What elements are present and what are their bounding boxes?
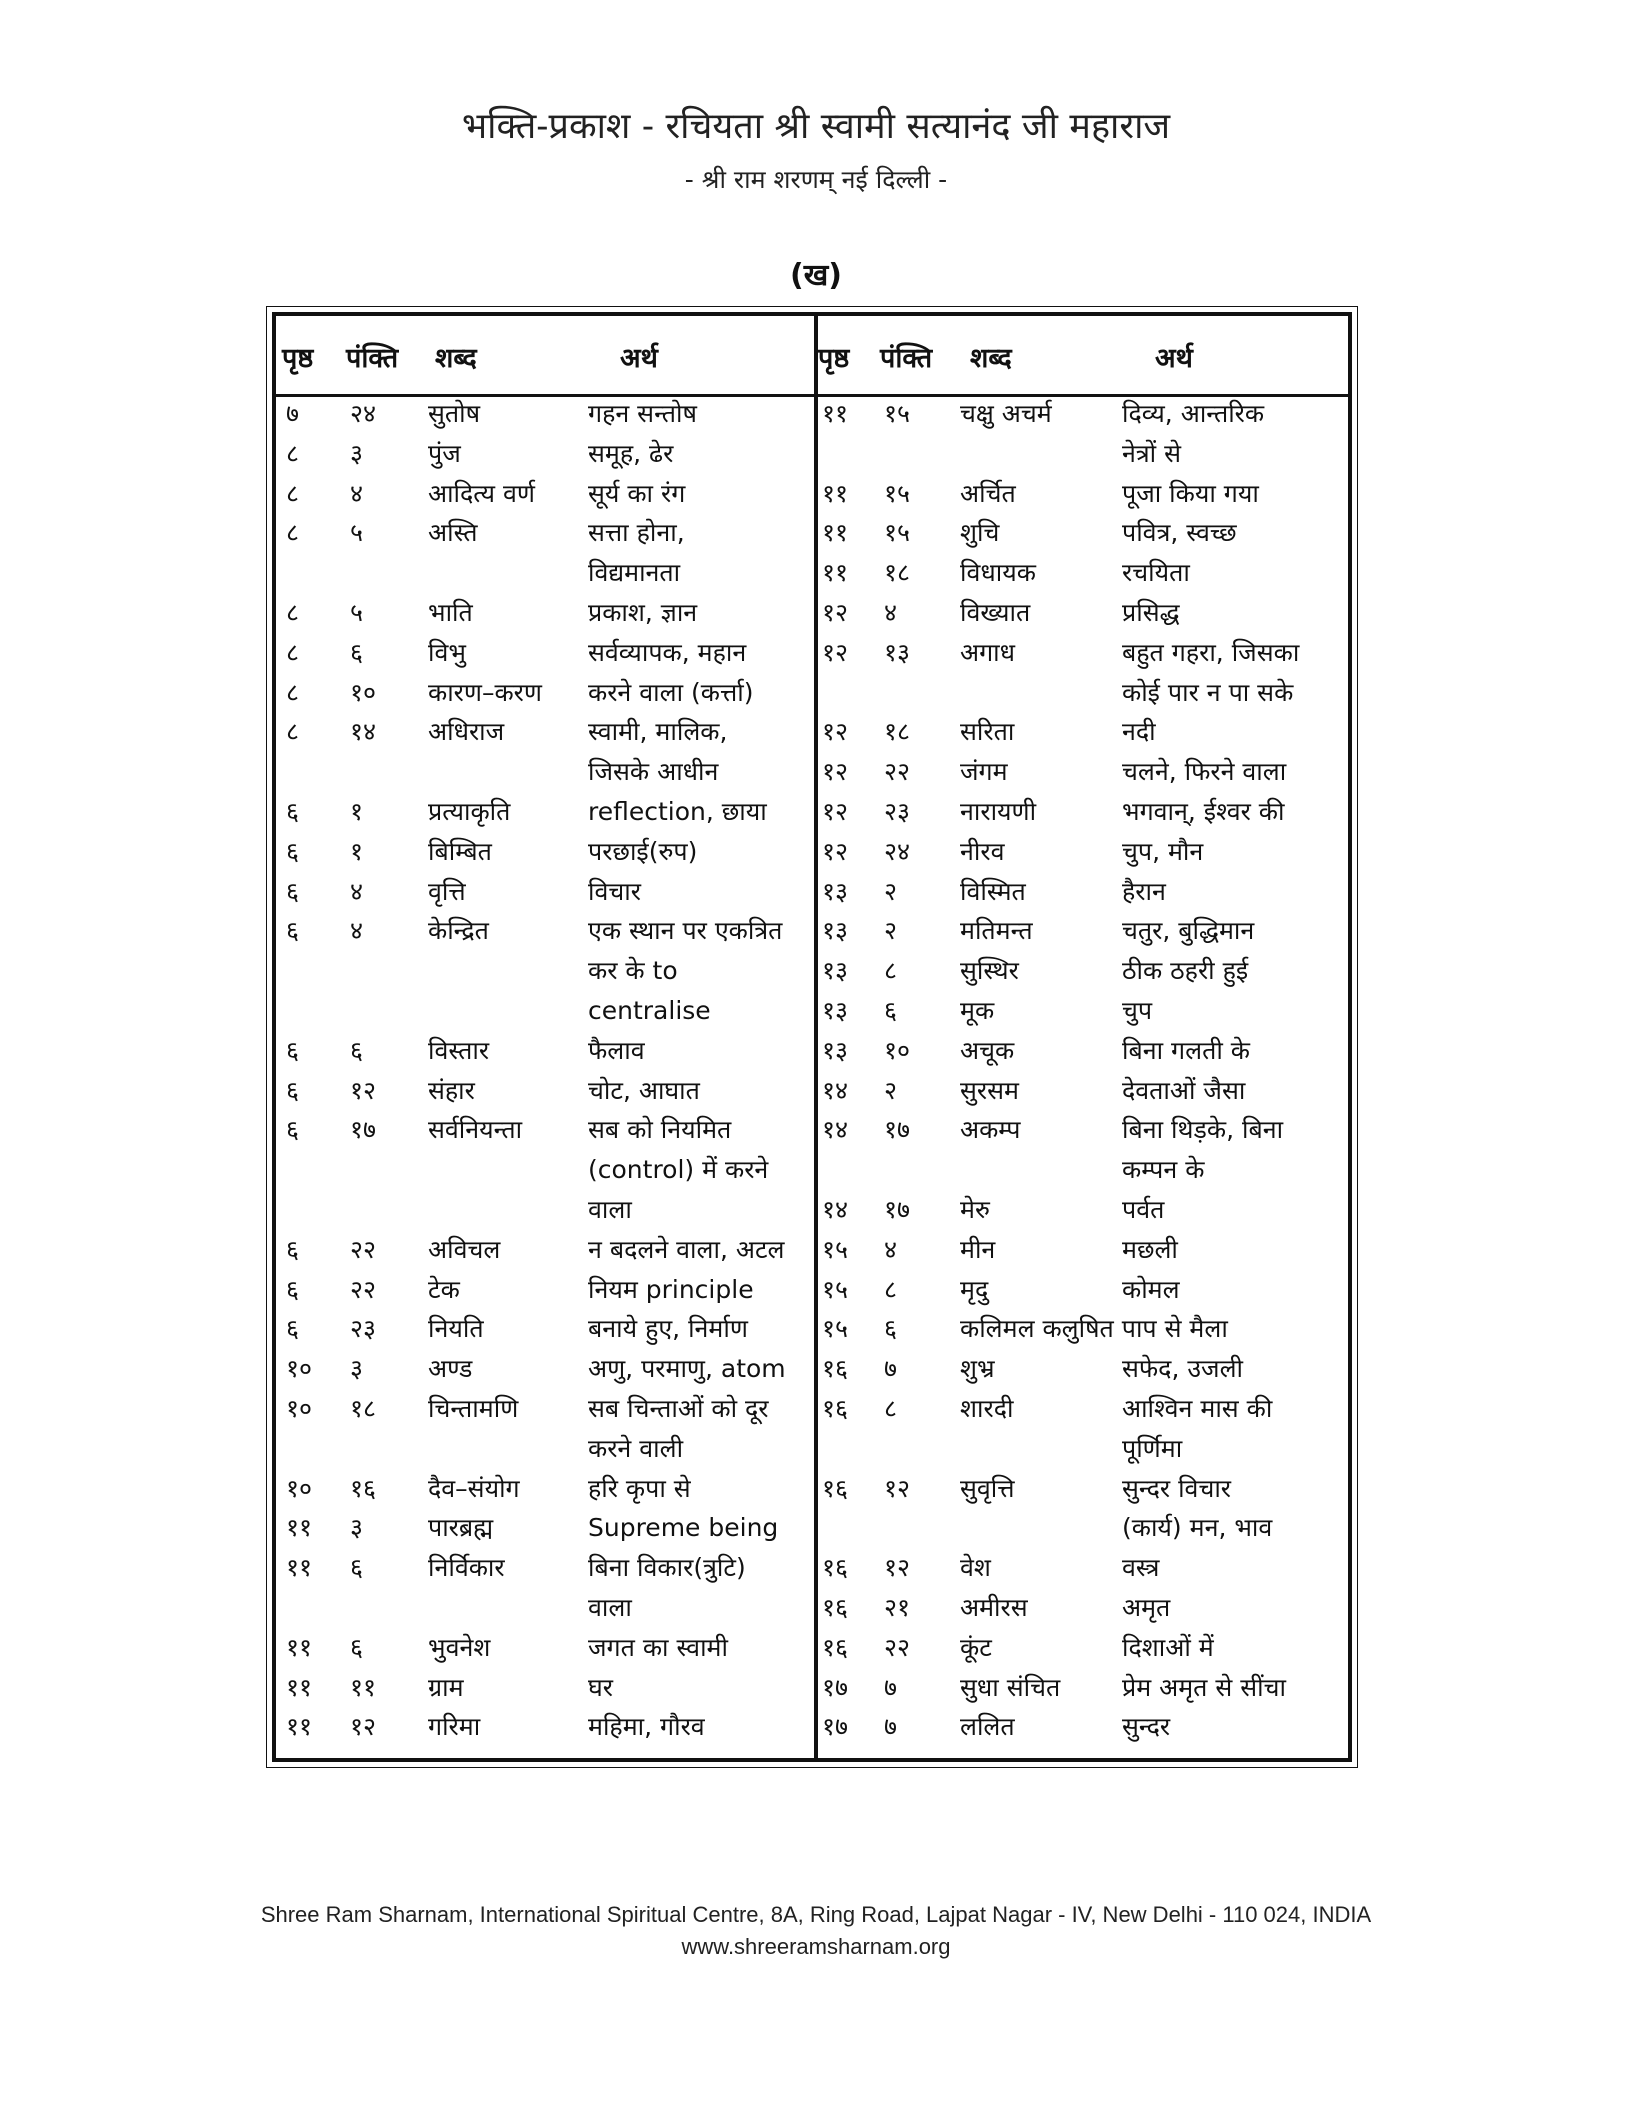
right-row-page: १७ — [822, 1712, 849, 1742]
left-row-meaning: सब चिन्ताओं को दूर — [588, 1394, 769, 1423]
right-row-page: १७ — [822, 1672, 849, 1702]
header-meaning-right: अर्थ — [1155, 343, 1193, 374]
left-row-line: ६ — [350, 1632, 364, 1662]
left-row-word: टेक — [428, 1274, 460, 1304]
left-row-word: विभु — [428, 637, 466, 667]
left-row-page: ११ — [286, 1632, 313, 1662]
right-row-line: १२ — [884, 1553, 911, 1583]
right-row-word: मेरु — [960, 1195, 990, 1224]
left-row-page: ६ — [286, 1314, 300, 1344]
left-row-word: भाति — [428, 598, 473, 627]
left-row-line: १२ — [350, 1075, 377, 1105]
left-row-meaning: कर के to — [588, 956, 678, 986]
right-row-line: ६ — [884, 1314, 898, 1344]
right-row-line: ८ — [884, 956, 898, 986]
right-row-word: सुस्थिर — [960, 956, 1019, 986]
right-row-line: २४ — [884, 836, 911, 866]
section-label: (ख) — [790, 258, 842, 293]
right-row-line: ७ — [884, 1712, 898, 1742]
right-row-line: २२ — [884, 1632, 911, 1662]
left-row-line: २२ — [350, 1274, 377, 1304]
right-row-line: १७ — [884, 1195, 911, 1224]
left-row-word: ग्राम — [428, 1672, 464, 1702]
right-row-meaning: सुन्दर विचार — [1122, 1473, 1232, 1503]
right-row-meaning: वस्त्र — [1122, 1553, 1160, 1583]
right-row-word: नारायणी — [960, 797, 1037, 826]
right-row-page: १५ — [822, 1234, 849, 1264]
right-row-page: १५ — [822, 1274, 849, 1304]
left-row-meaning: करने वाला (कर्त्ता) — [588, 677, 754, 707]
right-row-word: वेश — [960, 1553, 991, 1583]
right-row-word: अमीरस — [960, 1593, 1028, 1622]
left-row-word: चिन्तामणि — [428, 1394, 519, 1423]
right-row-meaning: पूर्णिमा — [1122, 1433, 1183, 1463]
right-row-meaning: अमृत — [1122, 1593, 1171, 1622]
right-row-line: ८ — [884, 1394, 898, 1423]
left-row-meaning: घर — [588, 1672, 614, 1702]
right-row-word: शुभ्र — [960, 1354, 995, 1384]
right-row-page: १२ — [822, 598, 849, 627]
right-row-page: १४ — [822, 1115, 849, 1145]
left-row-meaning: सत्ता होना, — [588, 518, 685, 548]
left-row-word: अस्ति — [428, 518, 478, 548]
right-row-page: १६ — [822, 1593, 849, 1622]
left-row-word: बिम्बित — [428, 836, 492, 866]
right-row-page: १३ — [822, 1035, 849, 1065]
left-row-word: अविचल — [428, 1234, 501, 1264]
left-row-page: ८ — [286, 478, 300, 508]
left-row-line: ३ — [350, 438, 364, 468]
left-row-meaning: वाला — [588, 1195, 632, 1224]
document-subtitle: - श्री राम शरणम् नई दिल्ली - — [684, 165, 948, 194]
left-row-meaning: (control) में करने — [588, 1155, 769, 1185]
left-row-word: पारब्रह्म — [428, 1513, 494, 1543]
right-row-word: ललित — [960, 1712, 1015, 1742]
left-row-meaning: नियम principle — [588, 1274, 754, 1304]
right-row-line: ४ — [884, 1234, 898, 1264]
right-row-word: चक्षु अचर्म — [960, 399, 1052, 428]
left-row-line: १० — [350, 677, 377, 707]
right-row-page: १२ — [822, 637, 849, 667]
right-row-meaning: कोई पार न पा सके — [1122, 677, 1294, 707]
left-row-line: ११ — [350, 1672, 377, 1702]
right-row-page: १४ — [822, 1195, 849, 1224]
right-row-meaning: चलने, फिरने वाला — [1122, 757, 1287, 787]
left-row-page: ६ — [286, 876, 300, 906]
left-row-page: ८ — [286, 637, 300, 667]
right-row-word: अचूक — [960, 1035, 1015, 1065]
right-row-meaning: सुन्दर — [1122, 1712, 1171, 1742]
right-row-meaning: नेत्रों से — [1122, 438, 1181, 468]
left-row-word: सर्वनियन्ता — [428, 1115, 523, 1145]
left-row-meaning: centralise — [588, 996, 711, 1025]
left-row-line: ६ — [350, 1553, 364, 1583]
left-row-meaning: reflection, छाया — [588, 797, 767, 826]
left-row-meaning: विद्यमानता — [588, 558, 681, 588]
right-row-page: ११ — [822, 478, 849, 508]
footer-address: Shree Ram Sharnam, International Spiritual Centre, 8A, Ring Road, Lajpat Nagar - IV, New Delhi - 110 024, INDIA — [260, 1902, 1372, 1927]
left-row-page: ८ — [286, 518, 300, 548]
left-row-meaning: फैलाव — [588, 1035, 645, 1065]
right-row-page: १६ — [822, 1394, 849, 1423]
right-row-line: ८ — [884, 1274, 898, 1304]
left-row-meaning: विचार — [588, 876, 641, 906]
left-row-meaning: एक स्थान पर एकत्रित — [588, 916, 783, 946]
right-row-word: विख्यात — [960, 598, 1031, 627]
right-row-meaning: कम्पन के — [1122, 1155, 1205, 1185]
footer-website[interactable]: www.shreeramsharnam.org — [681, 1934, 951, 1959]
header-word-right: शब्द — [970, 343, 1012, 374]
right-row-line: १८ — [884, 717, 911, 747]
left-row-word: सुतोष — [428, 399, 481, 428]
left-row-page: ६ — [286, 1035, 300, 1065]
right-row-line: १२ — [884, 1473, 911, 1503]
right-row-word: कलिमल कलुषित पाप से मैला — [960, 1314, 1228, 1344]
right-row-word: मतिमन्त — [960, 916, 1033, 946]
left-row-line: ३ — [350, 1354, 364, 1384]
right-row-page: १३ — [822, 996, 849, 1025]
right-row-line: ७ — [884, 1354, 898, 1384]
right-row-word: शुचि — [960, 518, 1000, 548]
right-row-meaning: चतुर, बुद्धिमान — [1122, 916, 1255, 946]
right-row-meaning: कोमल — [1122, 1274, 1180, 1304]
left-row-line: ६ — [350, 637, 364, 667]
right-row-meaning: प्रसिद्ध — [1122, 598, 1180, 627]
left-row-line: १२ — [350, 1712, 377, 1742]
left-row-word: अधिराज — [428, 717, 505, 747]
left-row-meaning: महिमा, गौरव — [588, 1712, 705, 1742]
right-row-word: सरिता — [960, 717, 1015, 747]
right-row-meaning: दिशाओं में — [1122, 1632, 1214, 1662]
column-divider — [814, 316, 818, 1758]
left-row-page: ६ — [286, 1115, 300, 1145]
right-row-meaning: ठीक ठहरी हुई — [1122, 956, 1249, 986]
right-row-page: १६ — [822, 1473, 849, 1503]
right-row-page: १६ — [822, 1553, 849, 1583]
right-row-word: अकम्प — [960, 1115, 1021, 1145]
left-row-word: आदित्य वर्ण — [428, 478, 535, 508]
left-row-line: १ — [350, 797, 364, 826]
right-row-word: विस्मित — [960, 876, 1026, 906]
left-row-page: १० — [286, 1394, 313, 1423]
right-row-line: १० — [884, 1035, 911, 1065]
right-row-line: २ — [884, 916, 898, 946]
left-row-line: १४ — [350, 717, 377, 747]
right-row-page: १३ — [822, 956, 849, 986]
left-row-meaning: समूह, ढेर — [588, 438, 674, 468]
left-row-line: १७ — [350, 1115, 377, 1145]
right-row-word: मूक — [960, 996, 995, 1025]
right-row-line: १५ — [884, 518, 911, 548]
right-row-meaning: चुप — [1122, 996, 1153, 1025]
right-row-word: मीन — [960, 1234, 996, 1264]
right-row-line: १५ — [884, 478, 911, 508]
left-row-meaning: Supreme being — [588, 1513, 779, 1543]
left-row-page: १० — [286, 1473, 313, 1503]
header-meaning-left: अर्थ — [620, 343, 658, 374]
header-line-right: पंक्ति — [880, 343, 933, 374]
right-row-line: १७ — [884, 1115, 911, 1145]
right-row-word: जंगम — [960, 757, 1008, 787]
left-row-line: १६ — [350, 1473, 377, 1503]
right-row-page: १४ — [822, 1075, 849, 1105]
left-row-line: २४ — [350, 399, 377, 428]
right-row-word: शारदी — [960, 1394, 1014, 1423]
left-row-word: निर्विकार — [428, 1553, 505, 1583]
right-row-meaning: पूजा किया गया — [1122, 478, 1259, 508]
left-row-line: ३ — [350, 1513, 364, 1543]
right-row-meaning: हैरान — [1122, 876, 1166, 906]
right-row-line: ७ — [884, 1672, 898, 1702]
right-row-line: २३ — [884, 797, 911, 826]
right-row-meaning: पवित्र, स्वच्छ — [1122, 518, 1237, 548]
left-row-meaning: न बदलने वाला, अटल — [588, 1234, 785, 1264]
left-row-line: २३ — [350, 1314, 377, 1344]
right-row-meaning: प्रेम अमृत से सींचा — [1122, 1672, 1286, 1702]
right-row-word: कूंट — [960, 1632, 992, 1662]
left-row-page: ८ — [286, 717, 300, 747]
right-row-meaning: पर्वत — [1122, 1195, 1165, 1224]
left-row-word: गरिमा — [428, 1712, 481, 1742]
right-row-page: ११ — [822, 518, 849, 548]
left-row-meaning: अणु, परमाणु, atom — [588, 1354, 786, 1384]
right-row-word: सुवृत्ति — [960, 1473, 1015, 1503]
left-row-line: ४ — [350, 916, 364, 946]
header-page-right: पृष्ठ — [818, 343, 850, 374]
right-row-meaning: बिना थिड़के, बिना — [1122, 1115, 1284, 1145]
right-row-word: अगाध — [960, 637, 1016, 667]
left-row-page: ११ — [286, 1672, 313, 1702]
left-row-page: ६ — [286, 836, 300, 866]
right-row-page: १२ — [822, 757, 849, 787]
left-row-meaning: जिसके आधीन — [588, 757, 719, 787]
right-row-line: २ — [884, 1075, 898, 1105]
right-row-page: १२ — [822, 717, 849, 747]
right-row-page: १५ — [822, 1314, 849, 1344]
left-row-word: नियति — [428, 1314, 484, 1344]
right-row-page: १२ — [822, 836, 849, 866]
left-row-meaning: प्रकाश, ज्ञान — [588, 598, 698, 627]
right-row-meaning: देवताओं जैसा — [1122, 1075, 1246, 1105]
right-row-line: २ — [884, 876, 898, 906]
header-word-left: शब्द — [435, 343, 477, 374]
right-row-line: १५ — [884, 399, 911, 428]
right-row-line: ६ — [884, 996, 898, 1025]
right-row-word: सुधा संचित — [960, 1672, 1061, 1702]
right-row-meaning: बहुत गहरा, जिसका — [1122, 637, 1300, 667]
left-row-meaning: वाला — [588, 1593, 632, 1622]
left-row-meaning: परछाई(रुप) — [588, 836, 698, 866]
left-row-page: १० — [286, 1354, 313, 1384]
right-row-page: १३ — [822, 916, 849, 946]
left-row-line: ५ — [350, 518, 364, 548]
left-row-word: केन्द्रित — [428, 916, 489, 946]
left-row-meaning: करने वाली — [588, 1433, 684, 1463]
right-row-word: मृदु — [960, 1274, 989, 1304]
header-page-left: पृष्ठ — [282, 343, 314, 374]
right-row-line: १३ — [884, 637, 911, 667]
left-row-line: २२ — [350, 1234, 377, 1264]
left-row-word: प्रत्याकृति — [428, 797, 511, 826]
left-row-page: ६ — [286, 1274, 300, 1304]
left-row-line: १ — [350, 836, 364, 866]
left-row-page: ८ — [286, 677, 300, 707]
left-row-word: अण्ड — [428, 1354, 473, 1384]
left-row-meaning: चोट, आघात — [588, 1075, 700, 1105]
right-row-word: नीरव — [960, 836, 1005, 866]
left-row-line: ४ — [350, 876, 364, 906]
left-row-page: ६ — [286, 1234, 300, 1264]
right-row-page: १६ — [822, 1632, 849, 1662]
right-row-meaning: रचयिता — [1122, 558, 1190, 588]
left-row-page: ११ — [286, 1712, 313, 1742]
left-row-meaning: जगत का स्वामी — [588, 1632, 728, 1662]
right-row-meaning: चुप, मौन — [1122, 836, 1204, 866]
left-row-meaning: स्वामी, मालिक, — [588, 717, 728, 747]
left-row-meaning: सब को नियमित — [588, 1115, 732, 1145]
right-row-meaning: बिना गलती के — [1122, 1035, 1250, 1065]
left-row-meaning: बिना विकार(त्रुटि) — [588, 1553, 746, 1583]
left-row-page: ६ — [286, 797, 300, 826]
left-row-word: पुंज — [428, 438, 461, 468]
right-row-meaning: मछली — [1122, 1234, 1178, 1264]
left-row-word: वृत्ति — [428, 876, 466, 906]
left-row-page: ८ — [286, 598, 300, 627]
left-row-meaning: गहन सन्तोष — [588, 399, 697, 428]
left-row-line: ५ — [350, 598, 364, 627]
right-row-meaning: सफेद, उजली — [1122, 1354, 1244, 1384]
right-row-meaning: दिव्य, आन्तरिक — [1122, 399, 1265, 428]
left-row-page: ११ — [286, 1553, 313, 1583]
header-line-left: पंक्ति — [346, 343, 399, 374]
left-row-line: ६ — [350, 1035, 364, 1065]
left-row-meaning: सूर्य का रंग — [588, 478, 686, 508]
left-row-word: विस्तार — [428, 1035, 490, 1065]
left-row-page: ६ — [286, 1075, 300, 1105]
right-row-line: ४ — [884, 598, 898, 627]
left-row-meaning: बनाये हुए, निर्माण — [588, 1314, 748, 1344]
right-row-line: २१ — [884, 1593, 911, 1622]
left-row-line: ४ — [350, 478, 364, 508]
right-row-meaning: (कार्य) मन, भाव — [1122, 1513, 1273, 1543]
right-row-meaning: आश्विन मास की — [1122, 1394, 1273, 1423]
right-row-word: विधायक — [960, 558, 1036, 588]
right-row-line: १८ — [884, 558, 911, 588]
left-row-line: १८ — [350, 1394, 377, 1423]
right-row-line: २२ — [884, 757, 911, 787]
right-row-meaning: नदी — [1122, 717, 1156, 747]
left-row-word: संहार — [428, 1075, 475, 1105]
left-row-page: ७ — [286, 399, 300, 428]
right-row-page: १२ — [822, 797, 849, 826]
document-title: भक्ति-प्रकाश - रचियता श्री स्वामी सत्यानंद जी महाराज — [461, 106, 1171, 147]
right-row-meaning: भगवान्, ईश्वर की — [1122, 797, 1285, 826]
right-row-page: ११ — [822, 399, 849, 428]
left-row-word: दैव–संयोग — [428, 1473, 520, 1503]
left-row-meaning: हरि कृपा से — [588, 1473, 691, 1503]
right-row-page: ११ — [822, 558, 849, 588]
right-row-word: अर्चित — [960, 478, 1016, 508]
left-row-word: कारण–करण — [428, 677, 542, 707]
right-row-page: १६ — [822, 1354, 849, 1384]
left-row-word: भुवनेश — [428, 1632, 491, 1662]
right-row-word: सुरसम — [960, 1075, 1019, 1105]
left-row-page: ११ — [286, 1513, 313, 1543]
right-row-page: १३ — [822, 876, 849, 906]
left-row-page: ६ — [286, 916, 300, 946]
left-row-page: ८ — [286, 438, 300, 468]
left-row-meaning: सर्वव्यापक, महान — [588, 637, 747, 667]
